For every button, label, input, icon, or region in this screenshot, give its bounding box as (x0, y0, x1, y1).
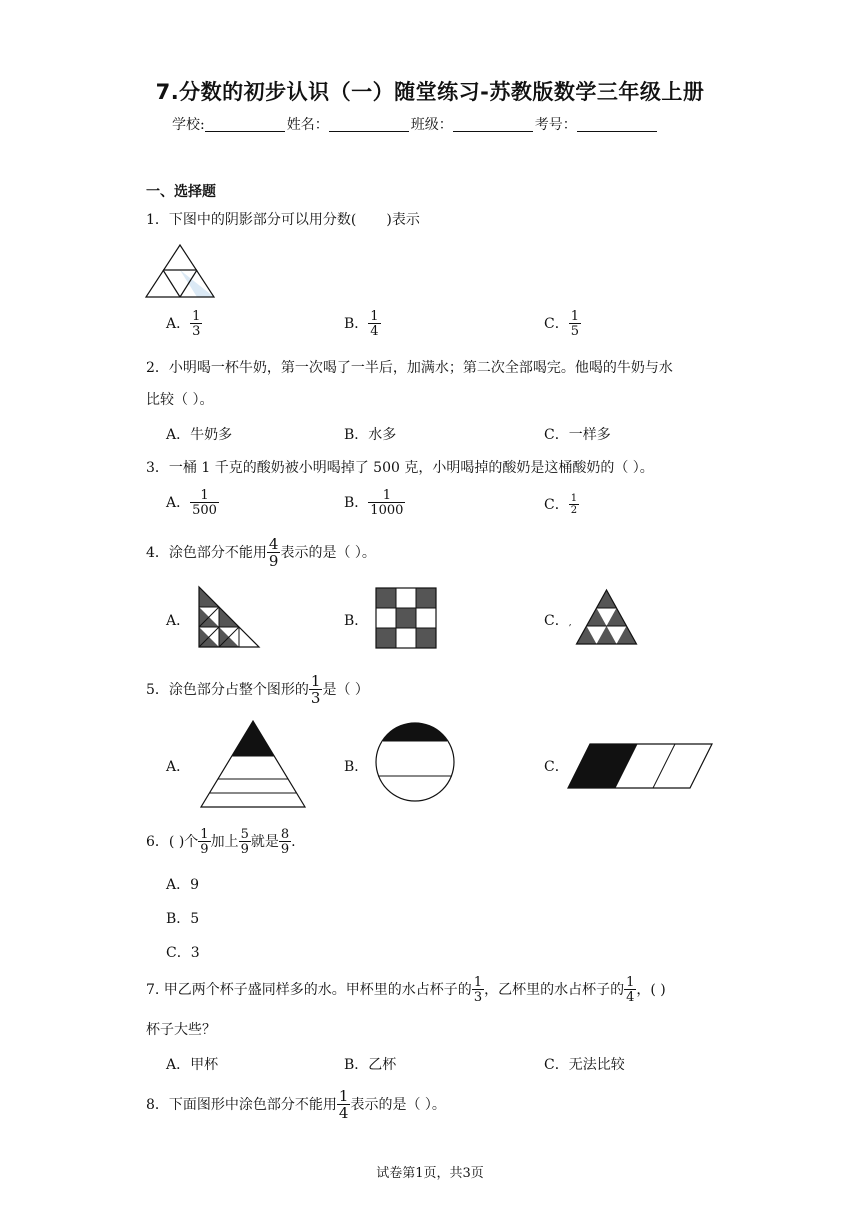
q1-triangle-figure (145, 244, 215, 298)
class-blank[interactable] (453, 117, 533, 132)
q1-stem: 1．下图中的阴影部分可以用分数( )表示 (146, 212, 420, 228)
q4-option-c[interactable]: C．, (544, 613, 572, 629)
q1-option-c[interactable]: C． $\frac{1}{5}$ (544, 309, 579, 339)
q6-option-a[interactable]: A．9 (166, 877, 200, 893)
q1-option-a[interactable]: A． $\frac{1}{3}$ (166, 309, 201, 339)
q7-stem-line2: 杯子大些？ (146, 1022, 216, 1038)
q4-figure-a (198, 586, 260, 648)
q4-option-b[interactable]: B． (344, 613, 369, 629)
q3-option-b[interactable]: B． $\frac{1}{1000}$ (344, 488, 404, 518)
section-heading: 一、选择题 (146, 184, 216, 200)
q3-option-c[interactable]: C． $\frac{1}{2}$ (544, 493, 578, 516)
name-label: 姓名： (286, 117, 329, 133)
exam-no-label: 考号： (534, 117, 577, 133)
q5-option-b[interactable]: B． (344, 759, 369, 775)
q7-option-c[interactable]: C．无法比较 (544, 1057, 625, 1073)
q5-figure-a (200, 720, 306, 808)
q7-option-a[interactable]: A．甲杯 (166, 1057, 219, 1073)
school-blank[interactable] (205, 117, 285, 132)
q7-stem-line1: 7. 甲乙两个杯子盛同样多的水。甲杯里的水占杯子的 $\frac{1}{3}$ ，乙杯里的水占杯子的 $\frac{1}{4}$ ，( ) (146, 975, 666, 1005)
q5-option-c[interactable]: C． (544, 759, 569, 775)
name-blank[interactable] (329, 117, 409, 132)
q4-figure-b (375, 587, 437, 649)
q6-option-c[interactable]: C．3 (166, 945, 200, 961)
school-label: 学校: (172, 117, 205, 133)
q3-stem: 3．一桶 1 千克的酸奶被小明喝掉了 500 克，小明喝掉的酸奶是这桶酸奶的（ ）。 (146, 460, 654, 476)
q2-stem-line1: 2．小明喝一杯牛奶，第一次喝了一半后，加满水；第二次全部喝完。他喝的牛奶与水 (146, 360, 673, 376)
q2-option-a[interactable]: A．牛奶多 (166, 427, 233, 443)
q4-stem: 4．涂色部分不能用 $\frac{4}{9}$ 表示的是（ ）。 (146, 535, 376, 570)
q5-figure-c (567, 743, 713, 789)
q6-option-b[interactable]: B．5 (166, 911, 200, 927)
q2-option-c[interactable]: C．一样多 (544, 427, 611, 443)
q4-option-a[interactable]: A． (166, 613, 191, 629)
exam-no-blank[interactable] (577, 117, 657, 132)
q2-option-b[interactable]: B．水多 (344, 427, 397, 443)
q2-stem-line2: 比较（ ）。 (146, 392, 214, 408)
page-footer: 试卷第1页，共3页 (376, 1166, 484, 1181)
q7-option-b[interactable]: B．乙杯 (344, 1057, 397, 1073)
q1-option-b[interactable]: B． $\frac{1}{4}$ (344, 309, 379, 339)
student-info-line (172, 114, 659, 134)
q5-stem: 5．涂色部分占整个图形的 $\frac{1}{3}$ 是（ ） (146, 672, 369, 707)
q5-figure-b (375, 722, 455, 802)
class-label: 班级： (410, 117, 453, 133)
page-title: 7.分数的初步认识（一）随堂练习-苏教版数学三年级上册 (155, 80, 705, 104)
q6-stem: 6．( )个 $\frac{1}{9}$ 加上 $\frac{5}{9}$ 就是 $\frac{8}{9}$ . (146, 827, 296, 857)
q5-option-a[interactable]: A． (166, 759, 191, 775)
q4-figure-c (575, 589, 638, 645)
q3-option-a[interactable]: A． $\frac{1}{500}$ (166, 488, 217, 518)
q8-stem: 8．下面图形中涂色部分不能用 $\frac{1}{4}$ 表示的是（ ）。 (146, 1087, 446, 1122)
